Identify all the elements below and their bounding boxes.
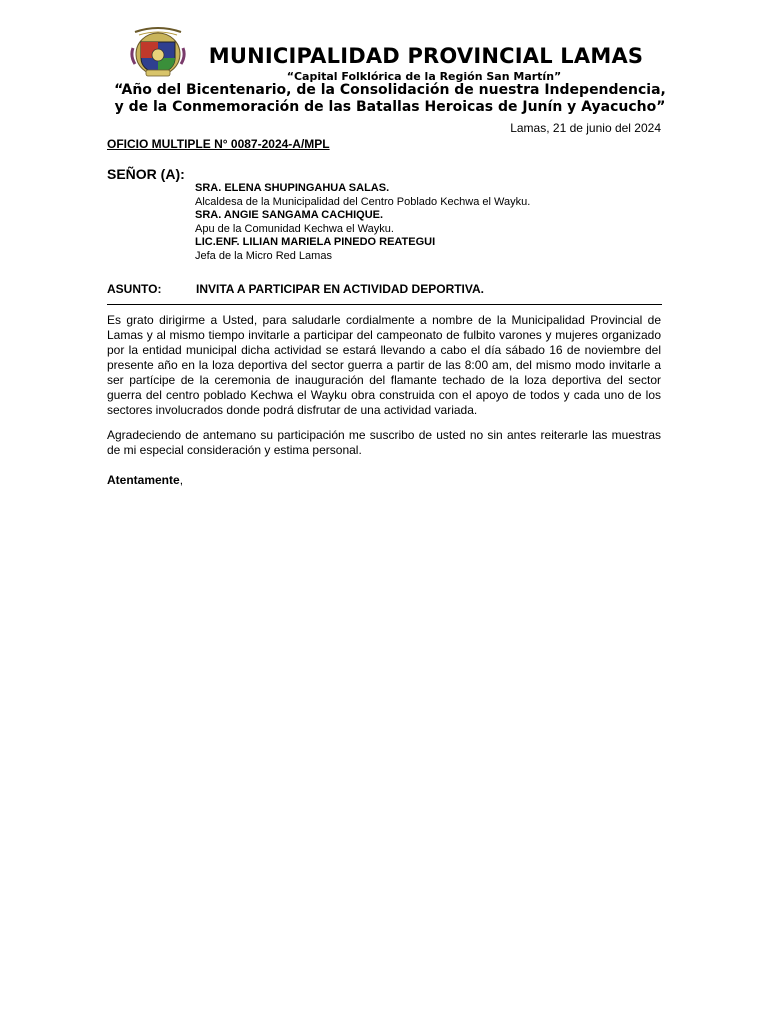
- salutation: SEÑOR (A):: [107, 166, 185, 182]
- letter-reference: OFICIO MULTIPLE N° 0087-2024-A/MPL: [107, 137, 330, 151]
- closing: [107, 473, 183, 487]
- date-city: Lamas: [510, 121, 547, 135]
- letter-date: [510, 121, 661, 135]
- body-paragraph: Agradeciendo de antemano su participación me suscribo de usted no sin antes reiterarle las muestras de mi especial consideración y estima personal.: [107, 428, 661, 457]
- divider-line: [107, 304, 662, 305]
- year-motto-line-2: y de la Conmemoración de las Batallas Heroicas de Junín y Ayacucho”: [114, 99, 666, 115]
- subject-label: ASUNTO:: [107, 282, 162, 296]
- recipient-role: Jefa de la Micro Red Lamas: [195, 250, 332, 262]
- recipient-name: SRA. ANGIE SANGAMA CACHIQUE.: [195, 209, 384, 221]
- recipient-name: SRA. ELENA SHUPINGAHUA SALAS.: [195, 182, 390, 194]
- closing-punct: ,: [179, 473, 184, 487]
- institution-title: MUNICIPALIDAD PROVINCIAL LAMAS: [208, 44, 644, 68]
- institution-subtitle: “Capital Folklórica de la Región San Martín”: [286, 70, 562, 83]
- year-motto-line-1: “Año del Bicentenario, de la Consolidación de nuestra Independencia,: [114, 82, 666, 98]
- recipient-role: Apu de la Comunidad Kechwa el Wayku.: [195, 223, 394, 235]
- municipal-crest-icon: [129, 26, 187, 78]
- body-paragraph: Es grato dirigirme a Usted, para saludarle cordialmente a nombre de la Municipalidad Provincial de Lamas y al mismo tiempo invitarle a participar del campeonato de fulbito varones y mujeres organizado por la entidad municipal dicha actividad se estará llevando a cabo el día sábado 16 de noviembre del presente año en la loza deportiva del sector guerra a partir de las 8:00 am, del mismo modo invitarle a ser partícipe de la ceremonia de inauguración del flamante techado de la loza deportiva del sector guerra del centro poblado Kechwa el Wayku obra construida con el apoyo de todos y cada uno de los sectores involucrados donde podrá disfrutar de una actividad variada.: [107, 313, 661, 417]
- recipient-name: LIC.ENF. LILIAN MARIELA PINEDO REATEGUI: [195, 236, 436, 248]
- recipient-role: Alcaldesa de la Municipalidad del Centro Poblado Kechwa el Wayku.: [195, 196, 531, 208]
- subject-text: INVITA A PARTICIPAR EN ACTIVIDAD DEPORTIVA.: [196, 282, 485, 296]
- closing-word: Atentamente: [107, 473, 180, 487]
- date-rest: , 21 de junio del 2024: [546, 121, 661, 135]
